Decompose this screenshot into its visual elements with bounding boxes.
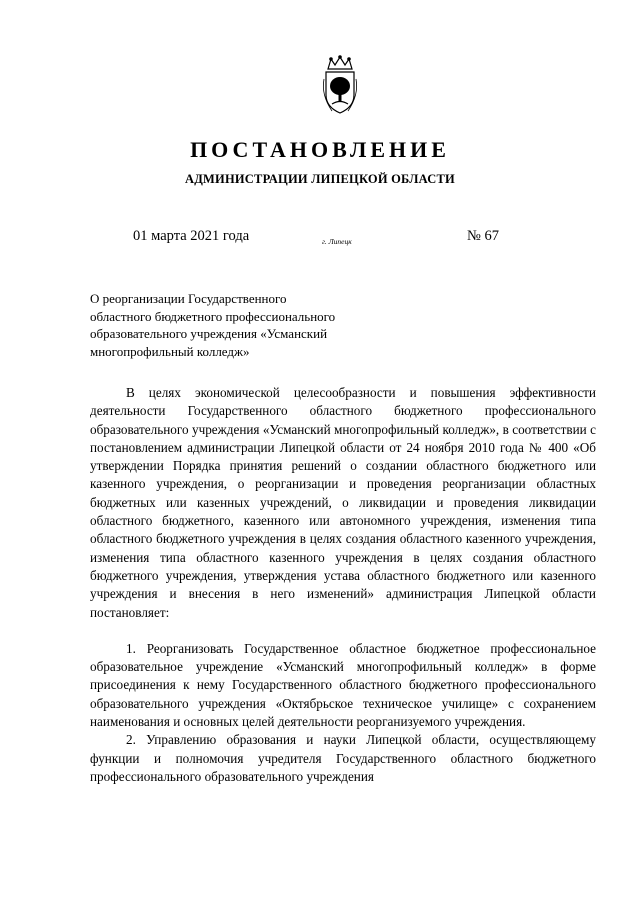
heading-line: образовательного учреждения «Усманский bbox=[90, 326, 328, 341]
document-body bbox=[90, 384, 596, 786]
heading-line: О реорганизации Государственного bbox=[90, 291, 287, 306]
document-title: ПОСТАНОВЛЕНИЕ bbox=[190, 137, 450, 162]
coat-of-arms-icon bbox=[320, 55, 360, 115]
document-city: г. Липецк bbox=[322, 237, 352, 246]
document-number: № 67 bbox=[467, 228, 499, 244]
item-2-paragraph: 2. Управлению образования и науки Липецкой области, осуществляющему функции и полномочия учредителя Государственного областного бюджетного профессионального образовательного учреждения bbox=[90, 732, 596, 784]
document-subtitle: АДМИНИСТРАЦИИ ЛИПЕЦКОЙ ОБЛАСТИ bbox=[185, 172, 455, 186]
heading-line: областного бюджетного профессионального bbox=[90, 308, 336, 324]
item-1-paragraph: 1. Реорганизовать Государственное областное бюджетное профессиональное образовательное учреждение «Усманский многопрофильный колледж» в форме присоединения к нему Государственного областного бюджетного профессионального образовательного учреждения «Октябрьское техническое училище» с сохранением наименования и основных целей деятельности реорганизуемого учреждения. bbox=[90, 640, 596, 730]
document-heading bbox=[90, 290, 410, 360]
preamble-paragraph: В целях экономической целесообразности и повышения эффективности деятельности Государственного областного бюджетного профессионального образовательного учреждения «Усманский многопрофильный колледж», в соответствии с постановлением администрации Липецкой области от 24 ноября 2010 года № 400 «Об утверждении Порядка принятия решений о создании областного бюджетного или казенного учреждения, о реорганизации и проведения реорганизации областных бюджетных или казенных учреждений, о ликвидации и проведения ликвидации областного бюджетного, казенного или автономного учреждения, изменения типа областного бюджетного учреждения в целях создания областного казенного учреждения, изменения типа областного казенного учреждения в целях создания областного бюджетного учреждения, утверждения устава областного бюджетного или казенного учреждения и внесения в него изменений» администрация Липецкой области постановляет: bbox=[90, 385, 596, 620]
document-date: 01 марта 2021 года bbox=[133, 228, 250, 244]
heading-line: многопрофильный колледж» bbox=[90, 343, 250, 359]
